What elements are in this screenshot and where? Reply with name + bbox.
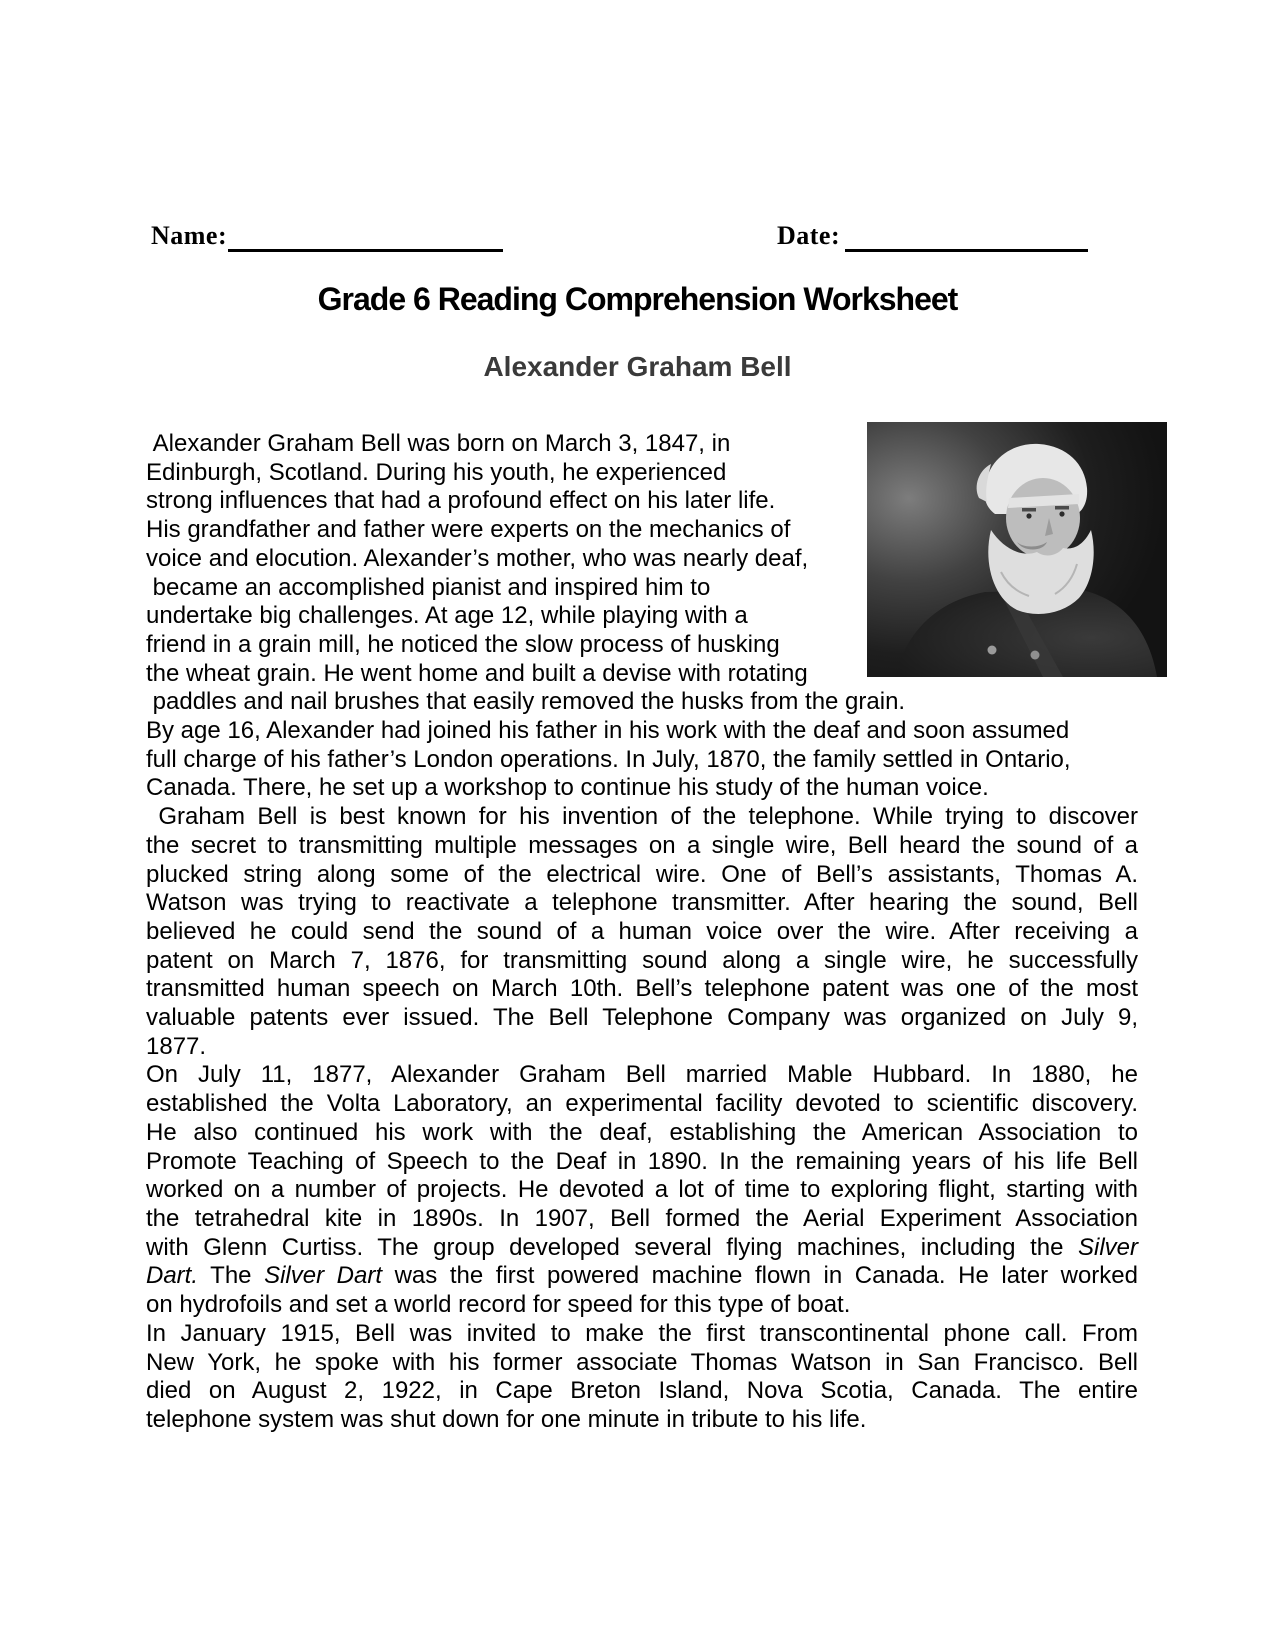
text-line: Alexander Graham Bell was born on March 3, 1847, in bbox=[146, 430, 731, 457]
text-line: established the Volta Laboratory, an experimental facility devoted to scientific discovery. bbox=[146, 1090, 1138, 1118]
text-line: the secret to transmitting multiple messages on a single wire, Bell heard the sound of a bbox=[146, 831, 1138, 859]
text-line: He also continued his work with the deaf, establishing the American Association to bbox=[146, 1118, 1138, 1146]
date-blank-line bbox=[845, 249, 1088, 252]
text-line: paddles and nail brushes that easily removed the husks from the grain. bbox=[146, 688, 906, 716]
text-line: worked on a number of projects. He devoted a lot of time to exploring flight, starting with bbox=[146, 1176, 1138, 1204]
text-line: friend in a grain mill, he noticed the slow process of husking bbox=[146, 630, 780, 658]
text-line: died on August 2, 1922, in Cape Breton Island, Nova Scotia, Canada. The entire bbox=[146, 1377, 1138, 1405]
article-text bbox=[146, 430, 1138, 1435]
text-line: plucked string along some of the electrical wire. One of Bell’s assistants, Thomas A. bbox=[146, 860, 1138, 888]
text-line: undertake big challenges. At age 12, while playing with a bbox=[146, 602, 748, 630]
text-line: New York, he spoke with his former associate Thomas Watson in San Francisco. Bell bbox=[146, 1348, 1138, 1376]
worksheet-title: Grade 6 Reading Comprehension Worksheet bbox=[317, 281, 958, 317]
date-label: Date: bbox=[777, 221, 841, 250]
text-line: His grandfather and father were experts on the mechanics of bbox=[146, 516, 791, 544]
text-line: strong influences that had a profound effect on his later life. bbox=[146, 487, 776, 515]
name-blank-line bbox=[228, 249, 503, 252]
text-line: the tetrahedral kite in 1890s. In 1907, Bell formed the Aerial Experiment Association bbox=[146, 1204, 1138, 1232]
text-line: Promote Teaching of Speech to the Deaf in 1890. In the remaining years of his life Bell bbox=[146, 1147, 1138, 1175]
text-line: Canada. There, he set up a workshop to continue his study of the human voice. bbox=[146, 774, 989, 802]
text-line: became an accomplished pianist and inspired him to bbox=[146, 573, 711, 601]
text-line: Edinburgh, Scotland. During his youth, he experienced bbox=[146, 458, 727, 486]
text-line: Dart. The Silver Dart was the first powered machine flown in Canada. He later worked bbox=[146, 1262, 1138, 1290]
text-line: valuable patents ever issued. The Bell Telephone Company was organized on July 9, bbox=[146, 1004, 1138, 1032]
text-line: Watson was trying to reactivate a telephone transmitter. After hearing the sound, Bell bbox=[146, 889, 1138, 917]
text-line: 1877. bbox=[146, 1032, 207, 1060]
text-line: believed he could send the sound of a human voice over the wire. After receiving a bbox=[146, 917, 1138, 945]
text-line: the wheat grain. He went home and built a devise with rotating bbox=[146, 659, 808, 687]
text-line: telephone system was shut down for one minute in tribute to his life. bbox=[146, 1405, 867, 1433]
worksheet-subtitle: Alexander Graham Bell bbox=[483, 351, 792, 382]
text-line: on hydrofoils and set a world record for speed for this type of boat. bbox=[146, 1291, 851, 1319]
text-line: full charge of his father’s London operations. In July, 1870, the family settled in Ontario, bbox=[146, 745, 1071, 773]
name-label: Name: bbox=[151, 221, 228, 250]
text-line: Graham Bell is best known for his invention of the telephone. While trying to discover bbox=[146, 803, 1138, 831]
text-line: voice and elocution. Alexander’s mother, who was nearly deaf, bbox=[146, 544, 809, 572]
text-line: By age 16, Alexander had joined his father in his work with the deaf and soon assumed bbox=[146, 717, 1070, 745]
text-line: transmitted human speech on March 10th. Bell’s telephone patent was one of the most bbox=[146, 975, 1138, 1003]
text-line: with Glenn Curtiss. The group developed several flying machines, including the Silver bbox=[146, 1233, 1138, 1261]
text-line: patent on March 7, 1876, for transmitting sound along a single wire, he successfully bbox=[146, 946, 1138, 974]
text-line: On July 11, 1877, Alexander Graham Bell married Mable Hubbard. In 1880, he bbox=[146, 1061, 1138, 1089]
text-line: In January 1915, Bell was invited to make the first transcontinental phone call. From bbox=[146, 1319, 1138, 1347]
